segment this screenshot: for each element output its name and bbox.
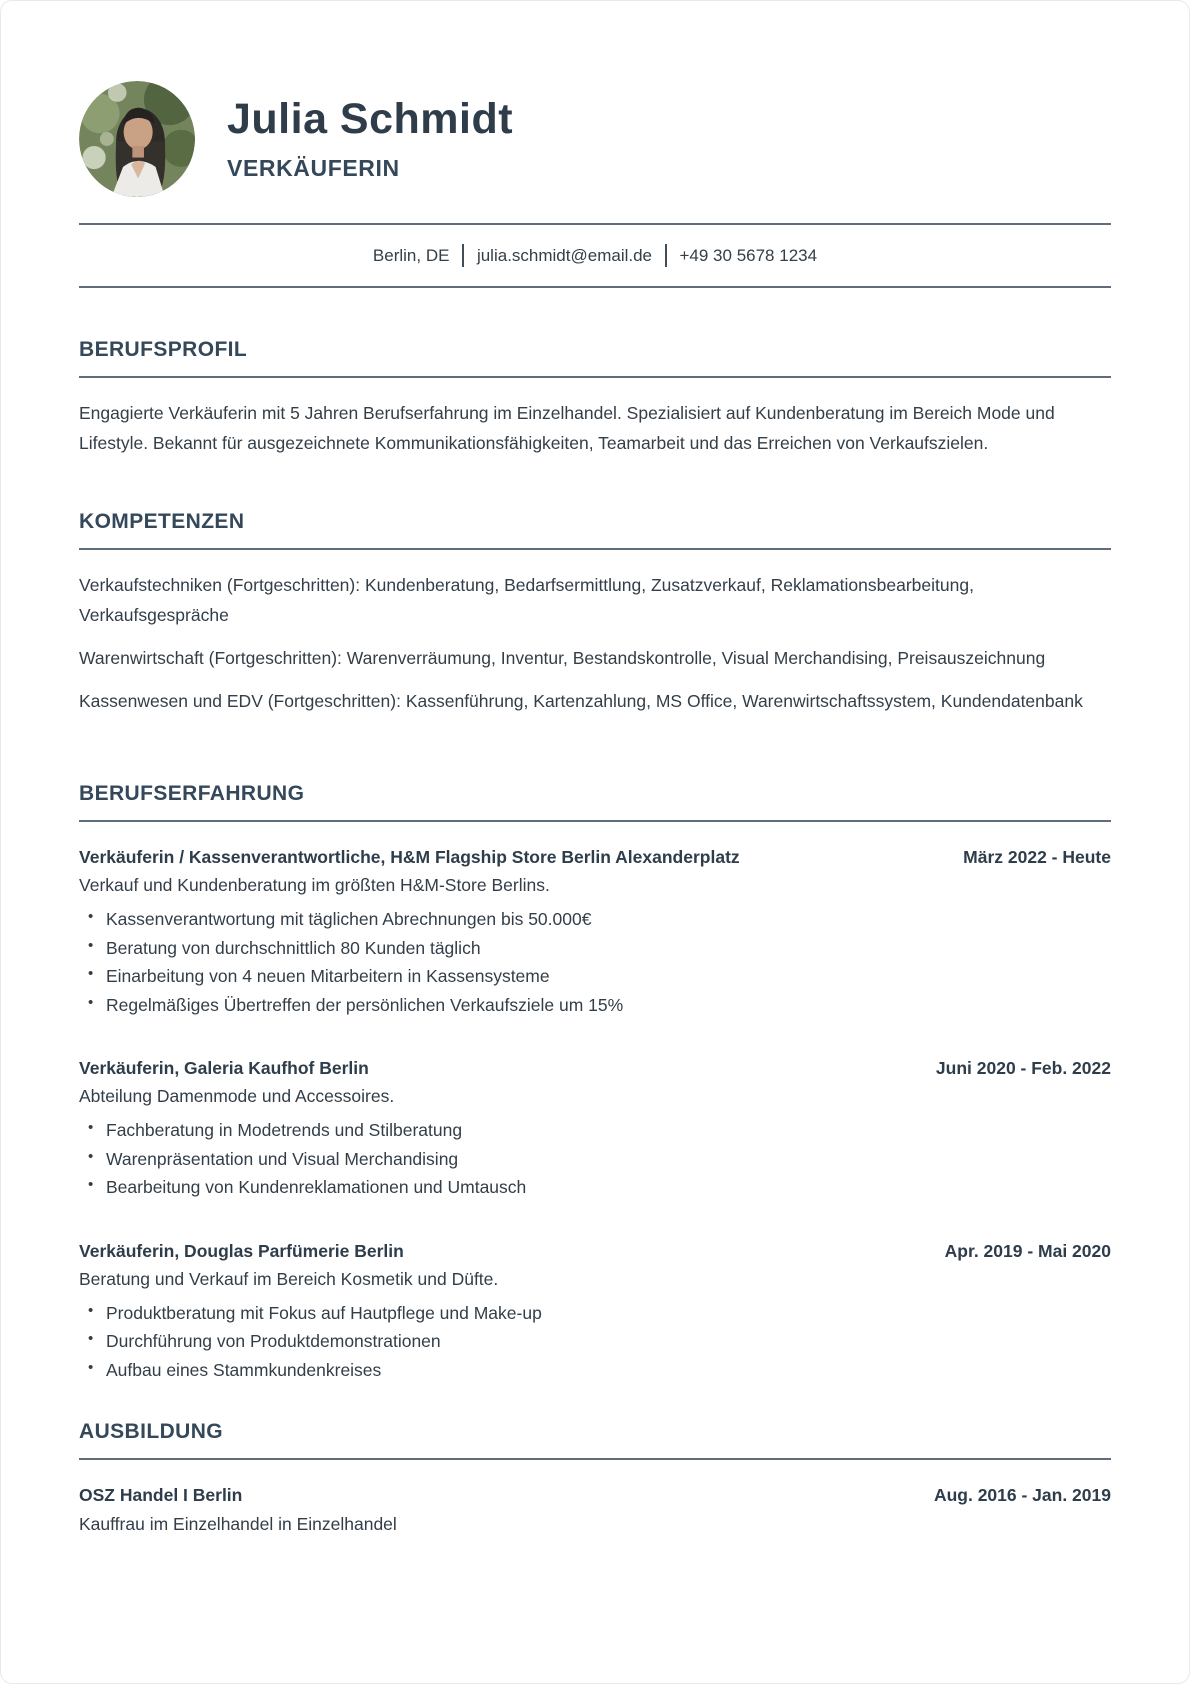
contact-separator <box>462 244 464 267</box>
job-title: Verkäuferin / Kassenverantwortliche, H&M Flagship Store Berlin Alexanderplatz <box>79 847 740 867</box>
education-header <box>79 1482 1111 1508</box>
skill-item: Warenwirtschaft (Fortgeschritten): Warenverräumung, Inventur, Bestandskontrolle, Visual Merchandising, Preisauszeichnung <box>79 648 1046 668</box>
skills-list <box>79 570 1111 716</box>
section-heading-experience: BERUFSERFAHRUNG <box>79 782 305 805</box>
job-bullet: • Warenpräsentation und Visual Merchandising <box>79 1145 1111 1174</box>
skill-item: Verkaufstechniken (Fortgeschritten): Kundenberatung, Bedarfsermittlung, Zusatzverkauf, Reklamationsbearbeitung, Verkaufsgespräche <box>79 575 974 625</box>
section-divider <box>79 548 1111 550</box>
person-name: Julia Schmidt <box>227 95 514 144</box>
job-bullet: • Fachberatung in Modetrends und Stilberatung <box>79 1116 1111 1145</box>
job-bullets <box>79 1299 1111 1385</box>
contact-email: julia.schmidt@email.de <box>476 245 652 265</box>
header-text <box>227 96 513 181</box>
job-bullet: • Regelmäßiges Übertreffen der persönlichen Verkaufsziele um 15% <box>79 991 1111 1020</box>
job-title: Verkäuferin, Galeria Kaufhof Berlin <box>79 1058 369 1078</box>
section-divider <box>79 376 1111 378</box>
job-bullets <box>79 905 1111 1019</box>
job-bullets <box>79 1116 1111 1202</box>
profile-text: Engagierte Verkäuferin mit 5 Jahren Berufserfahrung im Einzelhandel. Spezialisiert auf Kundenberatung im Bereich Mode und Lifestyle. Bekannt für ausgezeichnete Kommunikationsfähigkeiten, Teamarbeit und das Erreichen von Verkaufszielen. <box>79 403 1055 453</box>
job-dates: März 2022 - Heute <box>963 847 1111 867</box>
job-title: Verkäuferin, Douglas Parfümerie Berlin <box>79 1240 404 1261</box>
job-header <box>79 1055 1111 1081</box>
jobs-list <box>79 844 1111 1384</box>
education-school: OSZ Handel I Berlin <box>79 1485 243 1505</box>
job-bullet: • Beratung von durchschnittlich 80 Kunden täglich <box>79 934 1111 963</box>
education-degree: Kauffrau im Einzelhandel in Einzelhandel <box>79 1514 397 1534</box>
divider <box>79 286 1111 288</box>
contact-separator <box>665 244 667 267</box>
section-profile <box>79 338 1111 458</box>
job-bullet: • Bearbeitung von Kundenreklamationen und Umtausch <box>79 1173 1111 1202</box>
profile-photo <box>79 81 195 197</box>
job-bullet: • Aufbau eines Stammkundenkreises <box>79 1356 1111 1385</box>
job-header <box>79 1238 1111 1264</box>
job-dates: Apr. 2019 - Mai 2020 <box>944 1240 1111 1261</box>
education-entry <box>79 1482 1111 1539</box>
section-education <box>79 1420 1111 1539</box>
section-skills <box>79 510 1111 716</box>
job-summary: Abteilung Damenmode und Accessoires. <box>79 1086 395 1106</box>
section-heading-education: AUSBILDUNG <box>79 1420 223 1443</box>
job-bullet: • Kassenverantwortung mit täglichen Abrechnungen bis 50.000€ <box>79 905 1111 934</box>
job-bullet: • Durchführung von Produktdemonstrationen <box>79 1327 1111 1356</box>
job-entry <box>79 1055 1111 1202</box>
section-heading-skills: KOMPETENZEN <box>79 510 245 533</box>
job-entry <box>79 1238 1111 1385</box>
contact-phone: +49 30 5678 1234 <box>679 245 818 265</box>
person-job-title: VERKÄUFERIN <box>227 154 400 181</box>
profile-photo-illustration <box>79 81 195 197</box>
job-header <box>79 844 1111 870</box>
job-entry <box>79 844 1111 1019</box>
contact-location: Berlin, DE <box>372 245 450 265</box>
section-divider <box>79 1458 1111 1460</box>
education-dates: Aug. 2016 - Jan. 2019 <box>933 1485 1111 1505</box>
resume-header <box>79 81 1111 197</box>
job-dates: Juni 2020 - Feb. 2022 <box>935 1058 1111 1078</box>
job-bullet: • Produktberatung mit Fokus auf Hautpflege und Make-up <box>79 1299 1111 1328</box>
job-summary: Beratung und Verkauf im Bereich Kosmetik und Düfte. <box>79 1268 499 1289</box>
section-experience <box>79 782 1111 1384</box>
section-heading-profile: BERUFSPROFIL <box>79 338 248 361</box>
contact-bar <box>79 225 1111 286</box>
skill-item: Kassenwesen und EDV (Fortgeschritten): Kassenführung, Kartenzahlung, MS Office, Warenwirtschaftssystem, Kundendatenbank <box>79 691 1083 711</box>
job-bullet: • Einarbeitung von 4 neuen Mitarbeitern in Kassensysteme <box>79 962 1111 991</box>
job-summary: Verkauf und Kundenberatung im größten H&M-Store Berlins. <box>79 875 550 895</box>
section-divider <box>79 820 1111 822</box>
